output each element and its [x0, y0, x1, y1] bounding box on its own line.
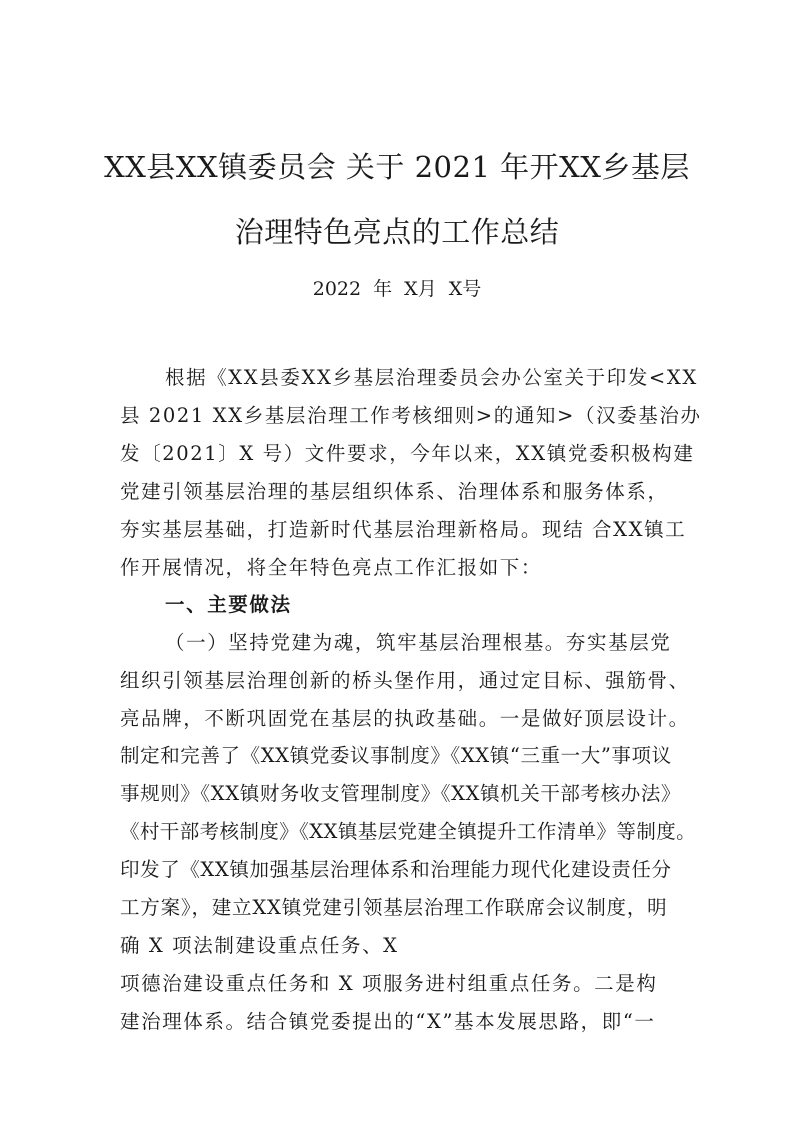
body-line: 党建引领基层治理的基层组织体系、治理体系和服务体系， — [120, 480, 669, 503]
body-line: 亮品牌，不断巩固党在基层的执政基础。一是做好顶层设计。 — [120, 707, 690, 730]
body-line: 组织引领基层治理创新的桥头堡作用，通过定目标、强筋骨、 — [120, 669, 690, 692]
document-date: 2022 年 X月 X号 — [312, 278, 482, 300]
body-line: 县 2021 XX乡基层治理工作考核细则>的通知>（汉委基治办 — [120, 404, 702, 427]
body-line: 发〔2021〕X 号）文件要求，今年以来，XX镇党委积极构建 — [120, 442, 695, 465]
body-line: 事规则》《XX镇财务收支管理制度》《XX镇机关干部考核办法》 — [120, 782, 682, 805]
body-line: 制定和完善了《XX镇党委议事制度》《XX镇“三重一大”事项议 — [120, 744, 672, 767]
body-line: （一）坚持党建为魂，筑牢基层治理根基。夯实基层党 — [165, 631, 672, 654]
body-line: 夯实基层基础，打造新时代基层治理新格局。现结 合XX镇工 — [120, 518, 687, 541]
section-heading: 一、主要做法 — [165, 593, 292, 616]
document-title-line-1: XX县XX镇委员会 关于 2021 年开XX乡基层 — [104, 150, 690, 184]
body-line: 根据《XX县委XX乡基层治理委员会办公室关于印发<XX — [165, 366, 698, 389]
body-line: 《村干部考核制度》《XX镇基层党建全镇提升工作清单》等制度。 — [120, 820, 697, 843]
body-line: 印发了《XX镇加强基层治理体系和治理能力现代化建设责任分 — [120, 858, 672, 881]
body-line: 项德治建设重点任务和 X 项服务进村组重点任务。二是构 — [120, 972, 658, 995]
body-line: 建治理体系。结合镇党委提出的“X”基本发展思路，即“一 — [120, 1010, 656, 1033]
body-line: 确 X 项法制建设重点任务、X — [120, 934, 399, 957]
body-line: 作开展情况，将全年特色亮点工作汇报如下： — [120, 556, 543, 579]
document-title-line-2: 治理特色亮点的工作总结 — [234, 215, 560, 249]
body-line: 工方案》，建立XX镇党建引领基层治理工作联席会议制度，明 — [120, 896, 668, 919]
